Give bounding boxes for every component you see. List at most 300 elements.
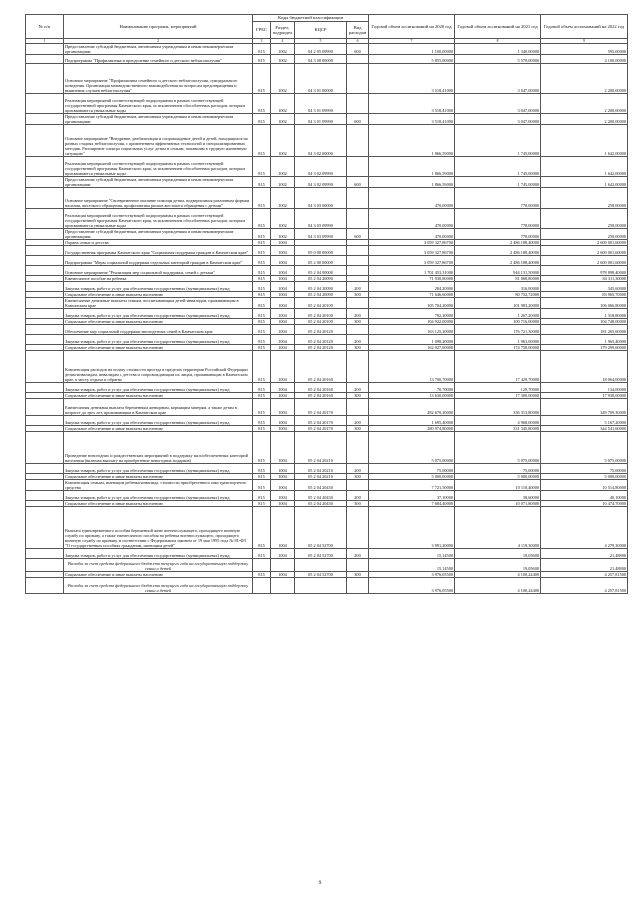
cell-name: Основное мероприятие "Своевременное оказание помощи детям, подвергшимся различным формам насилия, жестокого обращения, профилактика рисков жестокого обращения с детьми" [64,188,253,209]
table-row [26,325,628,335]
column-index: 6 [347,39,369,44]
cell-name: Основное мероприятие "Профилактика семейного и детского неблагополучия, суицидального поведения. Организация межведомственного взаимодействия по вопросам предотвращения и выявления случаев неблагополучия" [64,64,253,94]
cell-name: Основное мероприятие "Внедрение, реабилитация и сопровождение детей и детей, находящихся на разных стадиях неблагополучия, с применением эффективных технологий и специализированных методик. Расширение спектра социальных услуг детям и семьям, попавшим в трудную жизненную ситуацию" [64,125,253,157]
cell-csr: 05 0 00 00000 [295,246,347,256]
cell-2020: 13 630,00000 [369,393,455,399]
cell-vr: 200 [347,416,369,426]
cell-2022: 344 541,60000 [541,426,628,432]
cell-razdel: 1004 [271,325,295,335]
cell-2021: 5 075,00000 [455,432,541,464]
cell-2021: 1 267,20000 [455,309,541,319]
cell-num [26,125,64,157]
cell-vr [347,188,369,209]
cell-name: Закупка товаров, работ и услуг для обеспечения государственных (муниципальных) нужд [64,464,253,474]
table-row [26,298,628,309]
cell-razdel: 1004 [271,432,295,464]
cell-grbs: 815 [253,298,271,309]
table-row [26,549,628,559]
cell-grbs: 815 [253,399,271,416]
cell-2022: 104 748,00000 [541,319,628,325]
cell-name: Социальное обеспечение и иные выплаты населению [64,319,253,325]
cell-2022: 2 200,00000 [541,114,628,125]
cell-razdel: 1002 [271,229,295,240]
cell-2021: 4 100,24400 [455,572,541,578]
cell-razdel: 1004 [271,276,295,282]
table-row [26,276,628,282]
table-row [26,416,628,426]
column-index: 2 [64,39,253,44]
cell-csr: 05 2 04 20120 [295,345,347,351]
table-row [26,157,628,177]
cell-name: Социальное обеспечение и иные выплаты населению [64,345,253,351]
cell-razdel: 1004 [271,393,295,399]
cell-razdel: 1004 [271,383,295,393]
cell-num [26,298,64,309]
cell-2022: 4 257,81500 [541,578,628,594]
cell-csr: 05 2 04 20160 [295,383,347,393]
column-index: 5 [295,39,347,44]
cell-csr: 05 2 04 52700 [295,572,347,578]
cell-csr: 04 3 01 09990 [295,94,347,114]
cell-razdel: 1004 [271,572,295,578]
cell-name: Ежемесячная денежная выплата беременным женщинам, кормящим матерям, а также детям в возрасте до трех лет, проживающим в Камчатском крае [64,399,253,416]
cell-2020: 5 075,00000 [369,432,455,464]
cell-name: Закупка товаров, работ и услуг для обеспечения государственных (муниципальных) нужд [64,416,253,426]
cell-csr [295,578,347,594]
cell-2021: 129,70000 [455,383,541,393]
cell-vr [347,256,369,266]
cell-name: Социальное обеспечение и иные выплаты населению [64,393,253,399]
cell-2021: 4 100,24400 [455,578,541,594]
cell-vr [347,94,369,114]
cell-num [26,383,64,393]
cell-vr: 200 [347,383,369,393]
cell-note: Расходы за счет средств федерального бюджета текущего года на государственную поддержку семьи и детей [64,559,253,572]
cell-2021: 4 968,00000 [455,416,541,426]
header-name: Наименование программ, мероприятий [64,15,253,39]
cell-razdel: 1004 [271,416,295,426]
cell-grbs: 815 [253,474,271,480]
column-index: 1 [26,39,64,44]
cell-razdel: 1004 [271,298,295,309]
table-row [26,319,628,325]
cell-num [26,480,64,491]
cell-razdel: 1004 [271,309,295,319]
cell-2021: 5 000,00000 [455,474,541,480]
cell-csr: 04 3 03 09990 [295,209,347,229]
cell-razdel [271,559,295,572]
cell-vr [347,399,369,416]
cell-name: Подпрограмма "Профилактика и преодоление семейного и детского неблагополучия" [64,55,253,64]
cell-2022: 18 064,00000 [541,351,628,383]
cell-2020: 1 866,59000 [369,177,455,188]
table-row [26,393,628,399]
cell-2020: 1 100,00000 [369,44,455,55]
cell-grbs: 815 [253,416,271,426]
cell-2022: 75,00000 [541,464,628,474]
table-row [26,256,628,266]
document-page [25,14,627,594]
cell-csr: 05 2 04 20210 [295,432,347,464]
table-row [26,507,628,549]
cell-num [26,44,64,55]
cell-name: Ежемесячные денежные выплаты семьям, воспитывающим детей-инвалидов, проживающим в Камчатском крае [64,298,253,309]
cell-2020: 782,20000 [369,309,455,319]
cell-2020: 7 684,40000 [369,501,455,507]
cell-2021: 336 313,80000 [455,399,541,416]
cell-2022: 4 279,30000 [541,507,628,549]
cell-2022: 1 642,00000 [541,177,628,188]
cell-vr [347,266,369,276]
header-csr: КЦСР [295,22,347,39]
cell-grbs: 815 [253,209,271,229]
cell-2022: 83 965,70000 [541,292,628,298]
cell-2022: 17 930,00000 [541,393,628,399]
cell-num [26,157,64,177]
cell-2021: 38,60000 [455,491,541,501]
cell-razdel: 1002 [271,94,295,114]
cell-2021: 5 570,00000 [455,55,541,64]
cell-csr: 04 3 02 09990 [295,157,347,177]
cell-2022: 179 299,60000 [541,345,628,351]
cell-grbs: 815 [253,157,271,177]
cell-csr: 05 2 04 20210 [295,464,347,474]
cell-2022: 21,48800 [541,559,628,572]
cell-razdel: 1004 [271,399,295,416]
cell-csr: 05 2 04 00000 [295,266,347,276]
cell-2021: 2 486 188,40000 [455,246,541,256]
cell-2021: 10 071,80000 [455,501,541,507]
cell-vr: 200 [347,491,369,501]
cell-2020: 13 700,70000 [369,351,455,383]
cell-2021: 1 745,00000 [455,157,541,177]
cell-csr: 05 2 04 20430 [295,491,347,501]
cell-vr: 600 [347,44,369,55]
cell-csr: 04 3 02 09990 [295,177,347,188]
cell-name: Компенсация расходов на оплату стоимости проезда в пределах территории Российской Федерации детям-инвалидам, инвалидам с детства и сопровождающим их лицам, проживающим в Камчатском крае, к месту отдыха и обратно [64,351,253,383]
header-2021: Годовой объем ассигнований на 2021 год [455,15,541,39]
cell-name: Обеспечение мер социальной поддержки многодетных семей в Камчатском крае [64,325,253,335]
table-row [26,432,628,464]
cell-vr: 200 [347,549,369,559]
table-row [26,188,628,209]
cell-2022: 1 642,00000 [541,157,628,177]
budget-table [25,14,628,594]
cell-vr: 300 [347,292,369,298]
cell-vr [347,157,369,177]
cell-grbs: 815 [253,501,271,507]
table-row [26,282,628,292]
cell-vr: 600 [347,114,369,125]
cell-2021: 1 340,00000 [455,44,541,55]
cell-2022: 4 257,81500 [541,572,628,578]
cell-2021: 4 119,30000 [455,507,541,549]
cell-vr [347,246,369,256]
column-index: 8 [455,39,541,44]
cell-2021: 100 716,00000 [455,319,541,325]
cell-2020: 1 866,59000 [369,157,455,177]
table-row [26,501,628,507]
column-index: 9 [541,39,628,44]
header-grbs: ГРБС [253,22,271,39]
cell-name: Реализация мероприятий соответствующей подпрограммы в рамках соответствующей государственной программы Камчатского края, за исключением обособленных расходов, которым присваиваются уникальные коды [64,157,253,177]
cell-grbs: 815 [253,177,271,188]
cell-csr: 05 2 04 20170 [295,416,347,426]
cell-name: Предоставление субсидий бюджетным, автономным учреждениям и иным некоммерческим организациям [64,44,253,55]
table-row [26,64,628,94]
cell-num [26,114,64,125]
cell-grbs: 815 [253,276,271,282]
header-vr: Вид расходов [347,22,369,39]
cell-csr: 04 3 01 00000 [295,64,347,94]
cell-grbs: 815 [253,229,271,240]
cell-2020: 162 027,00000 [369,345,455,351]
cell-2020: 470,00000 [369,209,455,229]
cell-2020: 3 976,05500 [369,572,455,578]
cell-name: Закупка товаров, работ и услуг для обеспечения государственных (муниципальных) нужд [64,491,253,501]
cell-grbs: 815 [253,325,271,335]
cell-name: Социальное обеспечение и иные выплаты населению [64,292,253,298]
cell-2021: 17 300,00000 [455,393,541,399]
cell-csr: 05 2 04 20160 [295,351,347,383]
cell-note: Расходы за счет средств федерального бюджета текущего года на государственную поддержку семьи и детей [64,578,253,594]
cell-2020: 5 000,00000 [369,474,455,480]
table-row [26,246,628,256]
cell-num [26,64,64,94]
cell-csr: 05 2 04 20120 [295,335,347,345]
cell-grbs: 815 [253,246,271,256]
cell-2022: 258,00000 [541,229,628,240]
cell-grbs [253,559,271,572]
table-body [26,44,628,594]
table-row [26,266,628,276]
cell-razdel: 1002 [271,64,295,94]
cell-2022: 1 318,80000 [541,309,628,319]
cell-razdel: 1004 [271,507,295,549]
cell-vr [347,480,369,491]
cell-2022: 2 600 001,60000 [541,246,628,256]
cell-2021: 778,00000 [455,209,541,229]
cell-grbs: 815 [253,266,271,276]
cell-2022: 5 075,00000 [541,432,628,464]
table-row [26,383,628,393]
cell-vr: 200 [347,464,369,474]
cell-2020: 3 059 327,86700 [369,256,455,266]
cell-num [26,559,64,572]
cell-razdel: 1002 [271,177,295,188]
cell-num [26,55,64,64]
table-row [26,345,628,351]
cell-grbs: 815 [253,319,271,325]
cell-csr: 05 2 04 20100 [295,298,347,309]
cell-grbs: 815 [253,464,271,474]
cell-2022: 4 100,00000 [541,55,628,64]
cell-grbs: 815 [253,345,271,351]
cell-name: Предоставление субсидий бюджетным, автономным учреждениям и иным некоммерческим организациям [64,177,253,188]
cell-grbs: 815 [253,491,271,501]
cell-name: Основное мероприятие "Реализация мер социальной поддержки, семей с детьми" [64,266,253,276]
table-row [26,125,628,157]
cell-razdel: 1004 [271,549,295,559]
note-row [26,578,628,594]
cell-grbs: 815 [253,55,271,64]
cell-2021: 3 047,00000 [455,64,541,94]
cell-grbs: 815 [253,335,271,345]
cell-vr [347,298,369,309]
cell-grbs: 815 [253,188,271,209]
cell-num [26,229,64,240]
table-row [26,55,628,64]
table-row [26,229,628,240]
cell-vr [347,351,369,383]
cell-csr: 05 2 04 20090 [295,276,347,282]
column-index: 7 [369,39,455,44]
cell-razdel: 1004 [271,240,295,246]
cell-csr: 05 2 04 20210 [295,474,347,480]
cell-num [26,416,64,426]
cell-2020: 3 518,41000 [369,94,455,114]
cell-num [26,578,64,594]
cell-grbs: 815 [253,572,271,578]
cell-razdel: 1004 [271,319,295,325]
cell-2022: 349 709,30000 [541,399,628,416]
cell-2022: 5 000,00000 [541,474,628,480]
table-row [26,480,628,491]
cell-csr: 05 2 00 00000 [295,256,347,266]
cell-2022: 345,60000 [541,282,628,292]
cell-razdel: 1002 [271,114,295,125]
cell-grbs: 815 [253,64,271,94]
note-row [26,559,628,572]
cell-vr [347,507,369,549]
cell-razdel: 1004 [271,351,295,383]
cell-csr: 05 2 04 20100 [295,309,347,319]
cell-2022: 106 066,80000 [541,298,628,309]
cell-2020: 15,14500 [369,549,455,559]
cell-grbs: 815 [253,393,271,399]
cell-name: Ежемесячное пособие на ребенка [64,276,253,282]
cell-vr [347,125,369,157]
cell-csr: 05 2 04 20430 [295,501,347,507]
cell-name: Закупка товаров, работ и услуг для обеспечения государственных (муниципальных) нужд [64,549,253,559]
header-razdel: Раздел, подраздел [271,22,295,39]
cell-razdel: 1002 [271,157,295,177]
cell-num [26,351,64,383]
cell-vr: 300 [347,426,369,432]
cell-2022: 40,10000 [541,491,628,501]
cell-2020: 284,20000 [369,282,455,292]
cell-vr: 300 [347,393,369,399]
cell-razdel: 1004 [271,266,295,276]
cell-grbs: 815 [253,282,271,292]
cell-name: Социальное обеспечение и иные выплаты населению [64,426,253,432]
cell-grbs: 815 [253,351,271,383]
cell-csr: 05 2 04 20160 [295,393,347,399]
cell-razdel: 1002 [271,125,295,157]
cell-grbs: 815 [253,426,271,432]
cell-vr [347,55,369,64]
cell-2022: 2 600 001,60000 [541,256,628,266]
cell-vr: 300 [347,319,369,325]
cell-2021: 3 047,00000 [455,94,541,114]
cell-2022: 978 898,40000 [541,266,628,276]
table-row [26,399,628,416]
table-row [26,335,628,345]
table-row [26,209,628,229]
cell-2021: 17 429,70000 [455,351,541,383]
cell-grbs: 815 [253,256,271,266]
cell-2022: 84 311,30000 [541,276,628,282]
cell-2020: 470,00000 [369,229,455,240]
cell-razdel: 1004 [271,345,295,351]
cell-2021: 1 745,00000 [455,125,541,157]
cell-razdel: 1004 [271,282,295,292]
table-row [26,491,628,501]
column-index: 3 [253,39,271,44]
cell-grbs: 815 [253,44,271,55]
cell-num [26,177,64,188]
cell-csr: 04 3 03 09990 [295,229,347,240]
cell-2021: 778,00000 [455,229,541,240]
table-row [26,292,628,298]
cell-2021: 3 047,00000 [455,114,541,125]
cell-num [26,209,64,229]
cell-2021: 2 486 188,40000 [455,240,541,246]
cell-2020: 163 125,20000 [369,325,455,335]
cell-csr: 04 3 03 00000 [295,188,347,209]
cell-vr: 300 [347,572,369,578]
cell-2020: 5 855,00000 [369,55,455,64]
cell-razdel: 1002 [271,188,295,209]
cell-razdel: 1004 [271,501,295,507]
cell-2020: 282 670,20000 [369,399,455,416]
cell-csr: 04 3 01 09990 [295,114,347,125]
cell-2022: 5 167,20000 [541,416,628,426]
table-row [26,44,628,55]
cell-name: Предоставление субсидий бюджетным, автономным учреждениям и иным некоммерческим организациям [64,114,253,125]
cell-2021: 80 752,72000 [455,292,541,298]
cell-num [26,549,64,559]
cell-razdel: 1002 [271,55,295,64]
cell-grbs [253,578,271,594]
cell-2021: 10 110,40000 [455,480,541,491]
cell-name: Реализация мероприятий соответствующей подпрограммы в рамках соответствующей государственной программы Камчатского края, за исключением обособленных расходов, которым присваиваются уникальные коды [64,94,253,114]
cell-2020: 280 974,80000 [369,426,455,432]
cell-name: Охрана семьи и детства [64,240,253,246]
table-row [26,474,628,480]
cell-csr: 05 2 04 20170 [295,426,347,432]
cell-2020: 15,14500 [369,559,455,572]
header-2020: Годовой объем ассигнований на 2020 год [369,15,455,39]
cell-vr: 200 [347,309,369,319]
cell-vr: 200 [347,335,369,345]
cell-num [26,432,64,464]
cell-name: Социальное обеспечение и иные выплаты населению [64,572,253,578]
cell-2021: 176 721,30000 [455,325,541,335]
cell-csr: 05 2 04 20090 [295,282,347,292]
cell-2022: 181 265,60000 [541,325,628,335]
cell-name: Закупка товаров, работ и услуг для обеспечения государственных (муниципальных) нужд [64,282,253,292]
cell-2020: 470,00000 [369,188,455,209]
cell-num [26,282,64,292]
cell-vr: 300 [347,474,369,480]
cell-name: Закупка товаров, работ и услуг для обеспечения государственных (муниципальных) нужд [64,383,253,393]
cell-2020: 1 695,40000 [369,416,455,426]
cell-2022: 10 514,80000 [541,480,628,491]
cell-csr: 04 3 02 00000 [295,125,347,157]
cell-name: Закупка товаров, работ и услуг для обеспечения государственных (муниципальных) нужд [64,335,253,345]
cell-vr [347,432,369,464]
